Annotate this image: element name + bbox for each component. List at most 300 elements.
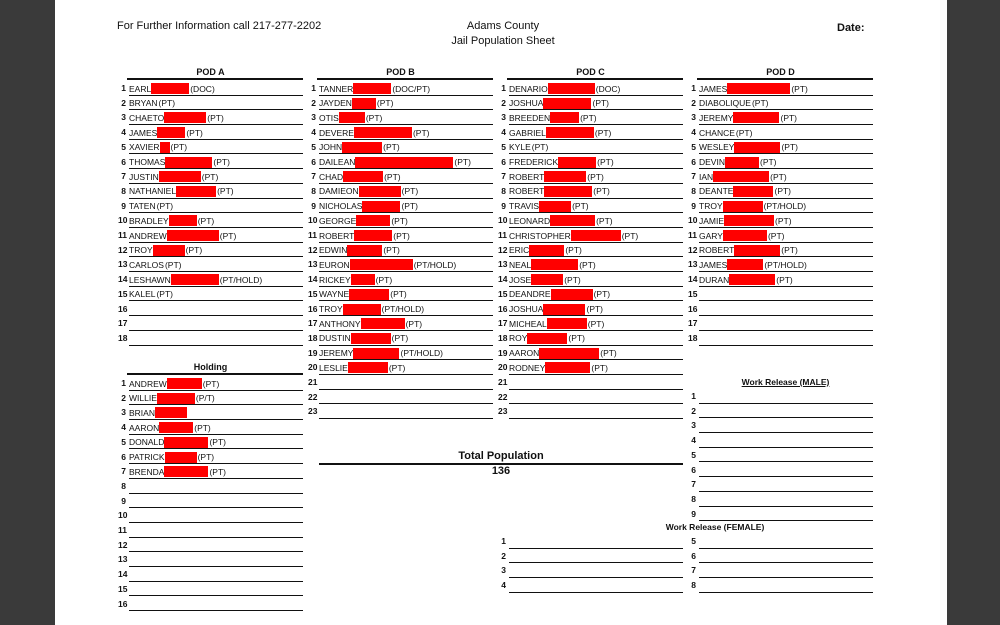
redaction-bar [546, 127, 594, 138]
inmate-entry [509, 215, 613, 226]
redaction-bar [544, 186, 592, 197]
redaction-bar [545, 362, 590, 373]
inmate-first-name: RICKEY [319, 274, 351, 285]
row-number: 13 [498, 259, 508, 270]
list-row [118, 257, 303, 272]
custody-status: (PT) [186, 127, 203, 138]
custody-status: (PT) [202, 378, 220, 389]
list-row [688, 169, 873, 184]
inmate-first-name: KYLE [509, 142, 531, 153]
inmate-first-name: LEONARD [509, 215, 551, 226]
list-row [688, 331, 873, 346]
custody-status: (PT) [780, 112, 798, 123]
redaction-bar [724, 215, 774, 226]
row-number: 7 [121, 466, 126, 477]
list-row [498, 199, 683, 214]
list-row [118, 331, 303, 346]
inmate-entry [319, 157, 471, 168]
row-number: 4 [691, 127, 696, 138]
inmate-entry [699, 83, 808, 94]
list-row [688, 184, 873, 199]
inmate-entry [129, 452, 214, 463]
inmate-entry [509, 127, 611, 138]
redaction-bar [551, 289, 593, 300]
custody-status: (PT) [219, 230, 237, 241]
custody-status: (PT) [759, 157, 777, 167]
row-number: 3 [691, 420, 696, 431]
list-row [308, 228, 493, 243]
inmate-first-name: BRIAN [129, 407, 155, 418]
inmate-first-name: JAYDEN [319, 98, 352, 109]
pod-b-title: POD B [386, 67, 415, 77]
list-row [498, 243, 683, 258]
custody-status: (PT) [412, 127, 430, 138]
custody-status: (PT) [405, 318, 423, 329]
inmate-entry [129, 259, 182, 270]
row-number: 7 [501, 171, 506, 182]
custody-status: (PT) [209, 437, 226, 448]
inmate-first-name: BREEDEN [509, 112, 551, 123]
row-number: 9 [501, 200, 506, 211]
row-number: 3 [121, 112, 126, 123]
row-number: 2 [121, 392, 126, 403]
inmate-first-name: MICHEAL [509, 318, 547, 329]
row-number: 6 [691, 156, 696, 167]
inmate-first-name: EARL [129, 83, 152, 94]
list-row [118, 597, 303, 612]
row-number: 17 [688, 318, 698, 329]
list-row [118, 450, 303, 465]
inmate-first-name: JAMES [699, 259, 728, 270]
list-row [308, 287, 493, 302]
row-number: 15 [118, 583, 128, 594]
inmate-entry [129, 157, 230, 168]
custody-status: (PT/HOLD) [400, 348, 443, 359]
inmate-entry [129, 407, 187, 418]
inmate-entry [699, 112, 797, 123]
inmate-first-name: BRENDA [129, 466, 165, 477]
custody-status: (PT) [735, 127, 753, 138]
row-number: 2 [691, 97, 696, 108]
inmate-first-name: TRAVIS [509, 201, 540, 212]
blank-row [498, 563, 683, 578]
row-number: 3 [501, 112, 506, 123]
inmate-entry [509, 186, 610, 197]
row-number: 12 [308, 244, 318, 255]
list-row [498, 272, 683, 287]
row-number: 22 [498, 391, 508, 402]
row-number: 5 [501, 141, 506, 152]
inmate-entry [699, 127, 752, 138]
row-number: 7 [691, 171, 696, 182]
holding-rule [127, 373, 303, 375]
inmate-entry [129, 274, 262, 285]
inmate-first-name: GABRIEL [509, 127, 546, 138]
list-row [498, 302, 683, 317]
redaction-bar [342, 142, 382, 153]
row-number: 17 [118, 318, 128, 329]
inmate-entry [699, 215, 792, 226]
row-number: 9 [121, 495, 126, 506]
row-number: 11 [308, 230, 317, 240]
list-row [118, 184, 303, 199]
inmate-entry [129, 171, 218, 182]
row-rule [509, 592, 683, 593]
inmate-first-name: ROBERT [509, 171, 545, 182]
list-row [118, 479, 303, 494]
row-number: 1 [121, 83, 126, 93]
row-number: 8 [691, 580, 696, 591]
list-row [688, 228, 873, 243]
row-number: 22 [308, 391, 318, 402]
redaction-bar [550, 215, 595, 226]
custody-status: (DOC) [190, 83, 215, 94]
list-row [308, 213, 493, 228]
row-number: 6 [311, 156, 316, 167]
row-number: 11 [118, 525, 127, 535]
inmate-first-name: JOHN [319, 142, 343, 153]
custody-status: (PT) [158, 98, 176, 109]
custody-status: (PT) [197, 215, 215, 226]
custody-status: (PT) [194, 422, 211, 433]
inmate-first-name: ROY [509, 333, 528, 344]
row-number: 1 [501, 536, 506, 546]
list-row [688, 302, 873, 317]
list-row [688, 287, 873, 302]
custody-status: (PT) [390, 289, 407, 300]
custody-status: (PT) [586, 304, 604, 314]
info-line: For Further Information call 217-277-2202 [117, 20, 322, 32]
inmate-entry [319, 348, 443, 359]
row-rule [699, 592, 873, 593]
inmate-entry [509, 112, 597, 123]
redaction-bar [729, 274, 775, 285]
row-number: 10 [308, 215, 318, 226]
redaction-bar [160, 142, 170, 153]
inmate-first-name: ANDREW [129, 230, 167, 241]
inmate-first-name: ANTHONY [319, 318, 361, 329]
redaction-bar [353, 348, 399, 359]
blank-row [498, 578, 683, 593]
inmate-entry [699, 157, 777, 168]
pod-d-title: POD D [766, 67, 795, 77]
list-row [118, 508, 303, 523]
inmate-first-name: JAMIE [699, 215, 725, 226]
list-row [688, 243, 873, 258]
row-number: 7 [691, 565, 696, 576]
redaction-bar [527, 333, 567, 344]
redaction-bar [159, 171, 201, 182]
redaction-bar [164, 437, 208, 448]
row-number: 1 [501, 83, 506, 93]
inmate-entry [319, 112, 382, 123]
custody-status: (PT) [751, 98, 769, 109]
row-number: 16 [308, 303, 318, 314]
custody-status: (PT) [213, 157, 230, 167]
list-row [118, 81, 303, 96]
inmate-entry [129, 437, 226, 448]
redaction-bar [361, 318, 405, 329]
list-row [308, 360, 493, 375]
row-number: 18 [688, 332, 698, 343]
list-row [308, 375, 493, 390]
inmate-entry [509, 142, 548, 153]
row-rule [509, 418, 683, 419]
redaction-bar [539, 201, 571, 212]
list-row [118, 582, 303, 597]
row-number: 6 [691, 464, 696, 475]
row-number: 6 [121, 451, 126, 462]
row-number: 7 [311, 171, 316, 182]
row-number: 3 [121, 407, 126, 418]
inmate-first-name: XAVIER [129, 142, 160, 153]
inmate-entry [319, 304, 424, 315]
redaction-bar [151, 83, 189, 94]
redaction-bar [167, 378, 202, 389]
inmate-first-name: CHRISTOPHER [509, 230, 571, 241]
list-row [118, 435, 303, 450]
inmate-first-name: DAILEAN [319, 157, 356, 167]
blank-row [688, 418, 873, 433]
list-row [308, 199, 493, 214]
blank-row [498, 534, 683, 549]
inmate-first-name: DEANDRE [509, 289, 551, 300]
list-row [118, 376, 303, 391]
row-number: 4 [121, 127, 126, 138]
blank-row [688, 448, 873, 463]
custody-status: (PT/HOLD) [763, 201, 807, 212]
inmate-entry [699, 230, 784, 241]
county-title: Adams County [466, 20, 540, 32]
inmate-entry [129, 201, 173, 212]
list-row [688, 316, 873, 331]
row-number: 16 [688, 303, 698, 314]
list-row [308, 390, 493, 405]
inmate-entry [129, 127, 203, 138]
inmate-entry [129, 422, 211, 433]
total-population-label: Total Population [458, 450, 544, 462]
redaction-bar [727, 259, 763, 270]
redaction-bar [734, 142, 780, 153]
inmate-first-name: WAYNE [319, 289, 350, 300]
row-number: 14 [498, 274, 508, 285]
redaction-bar [351, 274, 375, 285]
list-row [498, 140, 683, 155]
custody-status: (PT) [580, 112, 597, 123]
custody-status: (PT) [164, 259, 182, 270]
pod-c-title: POD C [576, 67, 605, 77]
custody-status: (PT) [156, 201, 174, 212]
list-row [308, 316, 493, 331]
inmate-entry [509, 259, 596, 270]
list-row [308, 331, 493, 346]
holding-title: Holding [193, 362, 228, 372]
custody-status: (PT) [565, 245, 582, 256]
inmate-first-name: ROBERT [699, 245, 735, 256]
list-row [118, 155, 303, 170]
list-row [308, 346, 493, 361]
inmate-entry [129, 112, 224, 123]
custody-status: (DOC) [595, 83, 621, 94]
redaction-bar [169, 215, 197, 226]
redaction-bar [558, 157, 596, 168]
row-number: 9 [691, 200, 696, 211]
list-row [498, 96, 683, 111]
redaction-bar [355, 157, 453, 168]
inmate-first-name: LESHAWN [129, 274, 171, 285]
inmate-entry [509, 171, 604, 182]
inmate-first-name: JOSHUA [509, 304, 544, 314]
custody-status: (PT) [564, 274, 581, 285]
redaction-bar [339, 112, 365, 123]
inmate-entry [129, 230, 236, 241]
list-row [498, 404, 683, 419]
list-row [308, 125, 493, 140]
list-row [118, 272, 303, 287]
inmate-first-name: WESLEY [699, 142, 735, 153]
custody-status: (PT) [593, 186, 610, 197]
custody-status: (PT) [594, 127, 612, 138]
inmate-first-name: JEREMY [319, 348, 354, 359]
list-row [498, 346, 683, 361]
redaction-bar [543, 304, 585, 315]
inmate-first-name: CARLOS [129, 259, 164, 270]
inmate-first-name: PATRICK [129, 452, 165, 462]
redaction-bar [544, 171, 586, 182]
pod-b-rule [317, 78, 493, 80]
list-row [308, 81, 493, 96]
custody-status: (PT) [591, 362, 608, 373]
blank-row [688, 534, 873, 549]
row-number: 13 [118, 259, 128, 270]
inmate-first-name: GEORGE [319, 215, 357, 226]
list-row [308, 302, 493, 317]
redaction-bar [531, 274, 563, 285]
row-number: 2 [501, 550, 506, 561]
custody-status: (PT) [376, 98, 394, 109]
list-row [118, 464, 303, 479]
row-number: 3 [691, 112, 696, 123]
row-number: 4 [121, 422, 126, 433]
inmate-first-name: DURAN [699, 274, 730, 285]
inmate-entry [509, 245, 582, 256]
row-number: 12 [498, 244, 508, 255]
row-number: 19 [308, 347, 318, 358]
row-number: 11 [118, 230, 127, 240]
inmate-first-name: OTIS [319, 112, 339, 123]
custody-status: (PT) [775, 215, 792, 226]
list-row [308, 404, 493, 419]
row-number: 5 [691, 141, 696, 152]
redaction-bar [164, 466, 208, 477]
redaction-bar [165, 157, 212, 168]
list-row [118, 125, 303, 140]
inmate-entry [509, 333, 585, 344]
row-number: 12 [688, 244, 698, 255]
redaction-bar [343, 304, 381, 315]
inmate-entry [129, 466, 226, 477]
inmate-entry [699, 171, 787, 182]
list-row [688, 81, 873, 96]
list-row [688, 213, 873, 228]
custody-status: (PT) [572, 201, 589, 212]
row-number: 1 [691, 391, 696, 401]
row-number: 5 [691, 449, 696, 460]
custody-status: (PT) [391, 333, 409, 344]
custody-status: (PT) [384, 171, 401, 182]
row-number: 4 [311, 127, 316, 138]
redaction-bar [725, 157, 759, 168]
redaction-bar [723, 201, 763, 212]
custody-status: (PT) [156, 289, 173, 300]
inmate-first-name: TROY [129, 245, 153, 256]
row-number: 5 [691, 536, 696, 546]
redaction-bar [349, 289, 389, 300]
inmate-first-name: DEANTE [699, 186, 734, 197]
list-row [308, 184, 493, 199]
blank-row [498, 549, 683, 564]
inmate-first-name: FREDERICK [509, 157, 559, 167]
inmate-entry [129, 393, 215, 404]
inmate-entry [319, 230, 410, 241]
row-number: 23 [308, 406, 318, 417]
inmate-entry [509, 98, 609, 109]
inmate-entry [509, 230, 638, 241]
inmate-first-name: JAMES [129, 127, 158, 138]
redaction-bar [723, 230, 767, 241]
custody-status: (PT/HOLD) [413, 259, 457, 270]
custody-status: (PT) [383, 142, 400, 153]
row-number: 5 [121, 436, 126, 447]
inmate-entry [319, 274, 392, 285]
row-number: 17 [308, 318, 318, 329]
inmate-entry [129, 142, 187, 153]
list-row [308, 96, 493, 111]
row-number: 1 [121, 378, 126, 388]
list-row [498, 155, 683, 170]
inmate-entry [699, 186, 791, 197]
inmate-entry [319, 142, 400, 153]
inmate-entry [509, 304, 603, 315]
list-row [118, 316, 303, 331]
list-row [688, 257, 873, 272]
redaction-bar [359, 186, 401, 197]
list-row [308, 257, 493, 272]
pod-c-rule [507, 78, 683, 80]
custody-status: (PT) [531, 142, 549, 153]
row-number: 11 [498, 230, 507, 240]
row-number: 3 [501, 565, 506, 576]
inmate-first-name: EURON [319, 259, 350, 270]
blank-row [688, 477, 873, 492]
custody-status: (PT) [209, 466, 226, 477]
inmate-entry [319, 318, 422, 329]
custody-status: (PT) [170, 142, 188, 153]
redaction-bar [157, 393, 195, 404]
inmate-entry [509, 201, 589, 212]
inmate-entry [319, 171, 401, 182]
row-number: 13 [118, 554, 128, 565]
inmate-first-name: IAN [699, 171, 714, 182]
custody-status: (PT) [600, 348, 617, 359]
row-number: 2 [121, 97, 126, 108]
pod-a-title: POD A [196, 67, 225, 77]
inmate-entry [319, 245, 400, 256]
list-row [498, 390, 683, 405]
inmate-first-name: AARON [129, 422, 160, 433]
date-label: Date: [837, 22, 865, 34]
row-number: 20 [498, 362, 508, 373]
